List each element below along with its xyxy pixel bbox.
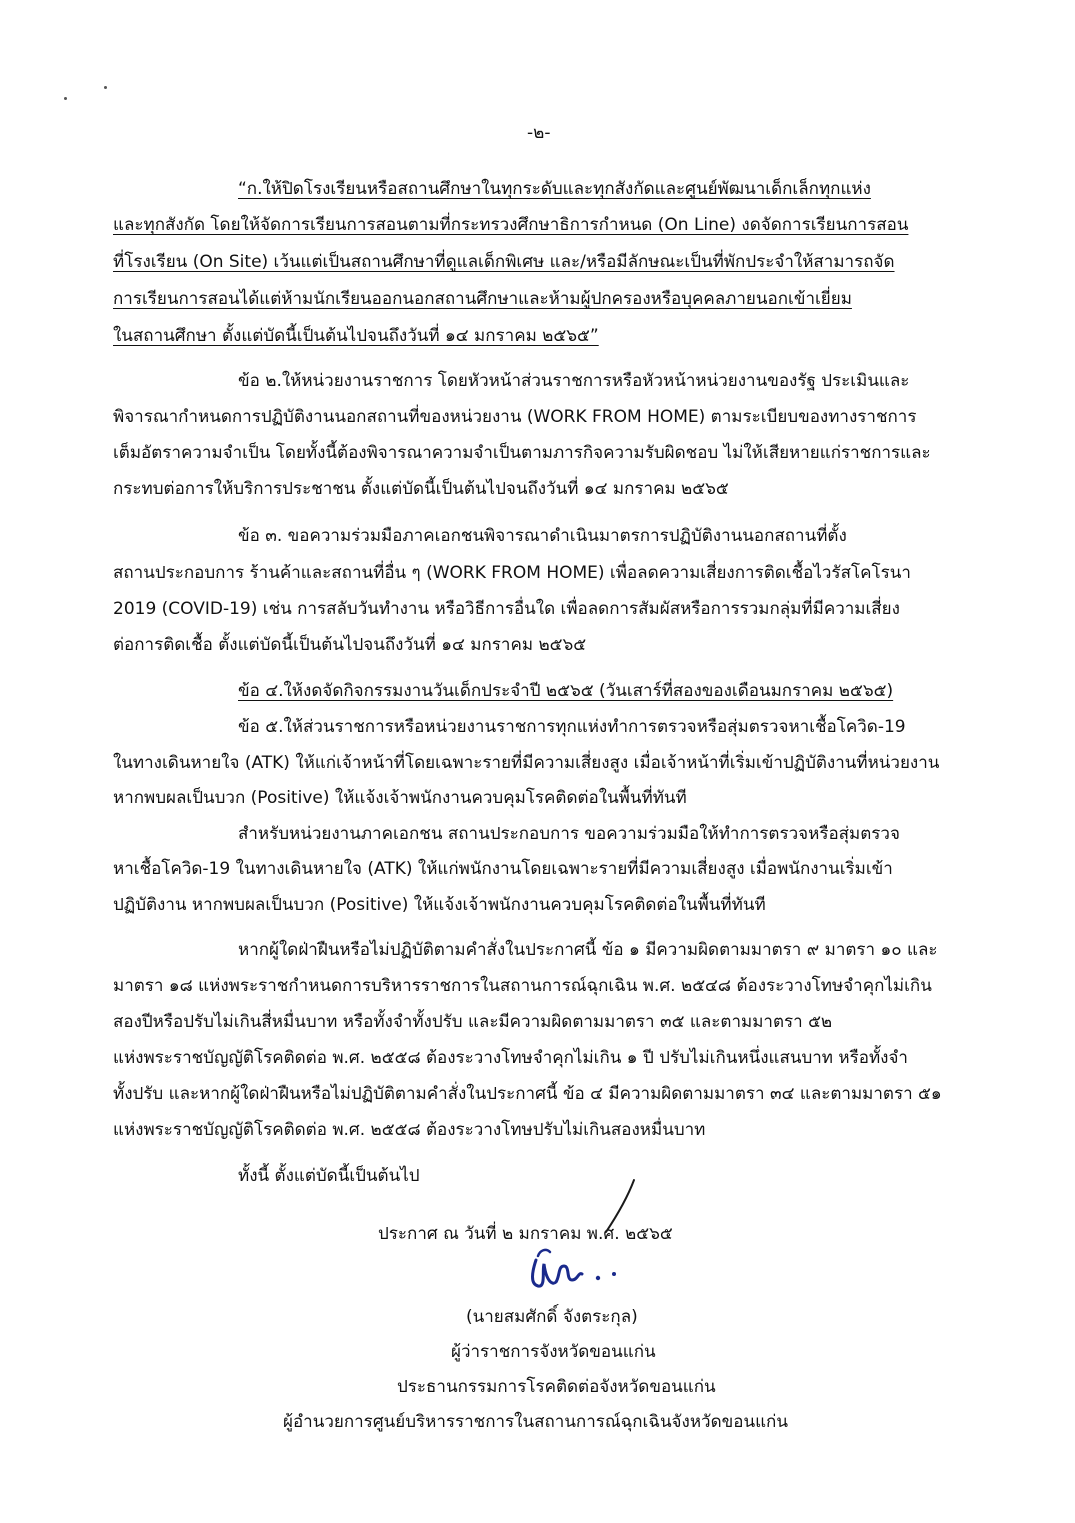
effective-statement: ทั้งนี้ ตั้งแต่บัดนี้เป็นต้นไป bbox=[238, 1166, 420, 1186]
scan-speck bbox=[64, 97, 67, 100]
signatory-title: ประธานกรรมการโรคติดต่อจังหวัดขอนแก่น bbox=[397, 1377, 716, 1397]
clause-4-line: ข้อ ๔.ให้งดจัดกิจกรรมงานวันเด็กประจำปี ๒๕๖๕ (วันเสาร์ที่สองของเดือนมกราคม ๒๕๖๕) bbox=[238, 681, 894, 701]
clause-3-line: ต่อการติดเชื้อ ตั้งแต่บัดนี้เป็นต้นไปจนถึงวันที่ ๑๔ มกราคม ๒๕๖๕ bbox=[113, 635, 587, 655]
clause-2-line: ข้อ ๒.ให้หน่วยงานราชการ โดยหัวหน้าส่วนราชการหรือหัวหน้าหน่วยงานของรัฐ ประเมินและ bbox=[238, 371, 910, 391]
date-stroke-mark bbox=[600, 1176, 640, 1236]
penalty-line: มาตรา ๑๘ แห่งพระราชกำหนดการบริหารราชการในสถานการณ์ฉุกเฉิน พ.ศ. ๒๕๔๘ ต้องระวางโทษจำคุกไม่เกิน bbox=[113, 976, 932, 996]
clause-2-line: พิจารณากำหนดการปฏิบัติงานนอกสถานที่ของหน่วยงาน (WORK FROM HOME) ตามระเบียบของทางราชการ bbox=[113, 407, 917, 427]
section-a-line: และทุกสังกัด โดยให้จัดการเรียนการสอนตามที่กระทรวงศึกษาธิการกำหนด (On Line) งดจัดการเรียนการสอน bbox=[113, 215, 909, 235]
penalty-line: แห่งพระราชบัญญัติโรคติดต่อ พ.ศ. ๒๕๕๘ ต้องระวางโทษปรับไม่เกินสองหมื่นบาท bbox=[113, 1120, 706, 1140]
clause-2-line: เต็มอัตราความจำเป็น โดยทั้งนี้ต้องพิจารณาความจำเป็นตามภารกิจความรับผิดชอบ ไม่ให้เสียหายแก่ราชการและ bbox=[113, 443, 931, 463]
section-a-line: การเรียนการสอนได้แต่ห้ามนักเรียนออกนอกสถานศึกษาและห้ามผู้ปกครองหรือบุคคลภายนอกเข้าเยี่ยม bbox=[113, 289, 852, 309]
clause-5-line: หากพบผลเป็นบวก (Positive) ให้แจ้งเจ้าพนักงานควบคุมโรคติดต่อในพื้นที่ทันที bbox=[113, 788, 687, 808]
signatory-name: (นายสมศักดิ์ จังตระกุล) bbox=[466, 1307, 638, 1327]
page-number: -๒- bbox=[527, 123, 551, 143]
penalty-line: ทั้งปรับ และหากผู้ใดฝ่าฝืนหรือไม่ปฏิบัติตามคำสั่งในประกาศนี้ ข้อ ๔ มีความผิดตามมาตรา ๓๔ และตามมาตรา ๕๑ bbox=[113, 1084, 942, 1104]
private-sector-line: ปฏิบัติงาน หากพบผลเป็นบวก (Positive) ให้แจ้งเจ้าพนักงานควบคุมโรคติดต่อในพื้นที่ทันที bbox=[113, 895, 766, 915]
penalty-line: หากผู้ใดฝ่าฝืนหรือไม่ปฏิบัติตามคำสั่งในประกาศนี้ ข้อ ๑ มีความผิดตามมาตรา ๙ มาตรา ๑๐ และ bbox=[238, 940, 938, 960]
announce-date: ประกาศ ณ วันที่ ๒ มกราคม พ.ศ. ๒๕๖๕ bbox=[378, 1224, 673, 1244]
clause-5-line: ในทางเดินหายใจ (ATK) ให้แก่เจ้าหน้าที่โดยเฉพาะรายที่มีความเสี่ยงสูง เมื่อเจ้าหน้าที่เริ่มเข้าปฏิบัติงานที่หน่วยงาน bbox=[113, 753, 940, 773]
penalty-line: สองปีหรือปรับไม่เกินสี่หมื่นบาท หรือทั้งจำทั้งปรับ และมีความผิดตามมาตรา ๓๕ และตามมาตรา ๕๒ bbox=[113, 1012, 833, 1032]
signature-image bbox=[524, 1240, 634, 1300]
private-sector-line: สำหรับหน่วยงานภาคเอกชน สถานประกอบการ ขอความร่วมมือให้ทำการตรวจหรือสุ่มตรวจ bbox=[238, 824, 900, 844]
signatory-title: ผู้ว่าราชการจังหวัดขอนแก่น bbox=[451, 1342, 656, 1362]
scan-speck bbox=[104, 86, 107, 89]
clause-2-line: กระทบต่อการให้บริการประชาชน ตั้งแต่บัดนี้เป็นต้นไปจนถึงวันที่ ๑๔ มกราคม ๒๕๖๕ bbox=[113, 479, 729, 499]
section-a-line: ที่โรงเรียน (On Site) เว้นแต่เป็นสถานศึกษาที่ดูแลเด็กพิเศษ และ/หรือมีลักษณะเป็นที่พักประจำให้สามารถจัด bbox=[113, 252, 895, 272]
private-sector-line: หาเชื้อโควิด-19 ในทางเดินหายใจ (ATK) ให้แก่พนักงานโดยเฉพาะรายที่มีความเสี่ยงสูง เมื่อพนักงานเริ่มเข้า bbox=[113, 859, 893, 879]
penalty-line: แห่งพระราชบัญญัติโรคติดต่อ พ.ศ. ๒๕๕๘ ต้องระวางโทษจำคุกไม่เกิน ๑ ปี ปรับไม่เกินหนึ่งแสนบาท หรือทั้งจำ bbox=[113, 1048, 908, 1068]
section-a-line: ในสถานศึกษา ตั้งแต่บัดนี้เป็นต้นไปจนถึงวันที่ ๑๔ มกราคม ๒๕๖๕” bbox=[113, 326, 599, 346]
section-a-line: “ก.ให้ปิดโรงเรียนหรือสถานศึกษาในทุกระดับและทุกสังกัดและศูนย์พัฒนาเด็กเล็กทุกแห่ง bbox=[238, 179, 871, 199]
clause-3-line: ข้อ ๓. ขอความร่วมมือภาคเอกชนพิจารณาดำเนินมาตรการปฏิบัติงานนอกสถานที่ตั้ง bbox=[238, 526, 847, 546]
clause-3-line: 2019 (COVID-19) เช่น การสลับวันทำงาน หรือวิธีการอื่นใด เพื่อลดการสัมผัสหรือการรวมกลุ่มที่มีความเสี่ยง bbox=[113, 599, 900, 619]
clause-3-line: สถานประกอบการ ร้านค้าและสถานที่อื่น ๆ (WORK FROM HOME) เพื่อลดความเสี่ยงการติดเชื้อไวรัสโคโรนา bbox=[113, 563, 911, 583]
signatory-title: ผู้อำนวยการศูนย์บริหารราชการในสถานการณ์ฉุกเฉินจังหวัดขอนแก่น bbox=[283, 1412, 788, 1432]
clause-5-line: ข้อ ๕.ให้ส่วนราชการหรือหน่วยงานราชการทุกแห่งทำการตรวจหรือสุ่มตรวจหาเชื้อโควิด-19 bbox=[238, 717, 906, 737]
